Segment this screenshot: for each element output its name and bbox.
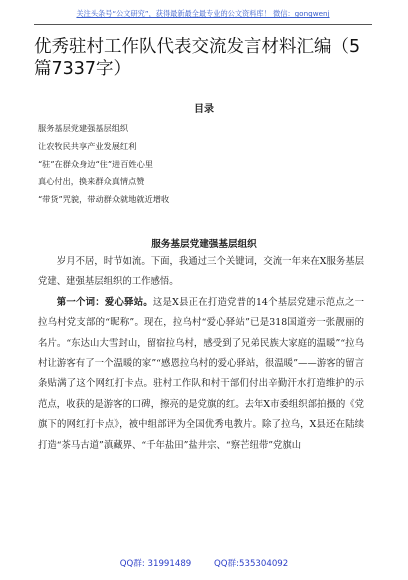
- toc-item[interactable]: 让农牧民共享产业发展红利: [38, 140, 137, 151]
- footer-qq-group-2[interactable]: QQ群:535304092: [214, 559, 289, 569]
- toc-heading: 目录: [194, 104, 214, 115]
- footer-qq-group-1[interactable]: QQ群: 31991489: [119, 559, 192, 569]
- footer: [0, 557, 408, 569]
- keyword-label: 第一个词：爱心驿站。: [56, 296, 153, 308]
- table-of-contents: [38, 120, 368, 209]
- toc-item[interactable]: “带货”咒貌，带动群众就地就近增收: [38, 194, 170, 205]
- body-text: [38, 252, 364, 456]
- toc-item[interactable]: “驻”在群众身边“住”进百姓心里: [38, 158, 153, 169]
- paragraph: [38, 293, 364, 456]
- document-title: 优秀驻村工作队代表交流发言材料汇编（5篇7337字）: [34, 37, 361, 79]
- section-heading: 服务基层党建强基层组织: [151, 239, 257, 250]
- toc-item[interactable]: 真心付出，换来群众真情点赞: [38, 176, 145, 187]
- header-banner[interactable]: 关注头条号“公文研究”，获得最新最全最专业的公文资料库！ 微信：gongwenj: [76, 9, 330, 18]
- toc-item[interactable]: 服务基层党建强基层组织: [38, 123, 129, 133]
- paragraph-text: 这是X县正在打造党普的14个基层党建示范点之一拉乌村党支部的“昵称”。现在，拉乌村“爱心驿站”已是318国道旁一张靓丽的名片。“东达山大雪封山，留宿拉乌村，感受到了兄弟民族大家庭的温暖”“拉乌村让游客有了一个温暖的家”“感恩拉乌村的爱心驿站，很温暖”——游客的留言条贴满了这个网红打卡点。驻村工作队和村干部们付出辛勤汗水打造维护的示范点，收获的是游客的口碑，擦亮的是党旗的红。去年X市委组织部拍摄的《党旗下的网红打卡点》，被中组部评为全国优秀电教片。除了拉乌，X县还在陆续打造“茶马古道”滇藏界、“千年盐田”盐井宗、“察芒纽带”党旗山: [38, 296, 364, 451]
- header-divider: [34, 24, 372, 25]
- paragraph: 岁月不居，时节如流。下面，我通过三个关键词，交流一年来在X服务基层党建、建强基层组织的工作感悟。: [38, 256, 364, 288]
